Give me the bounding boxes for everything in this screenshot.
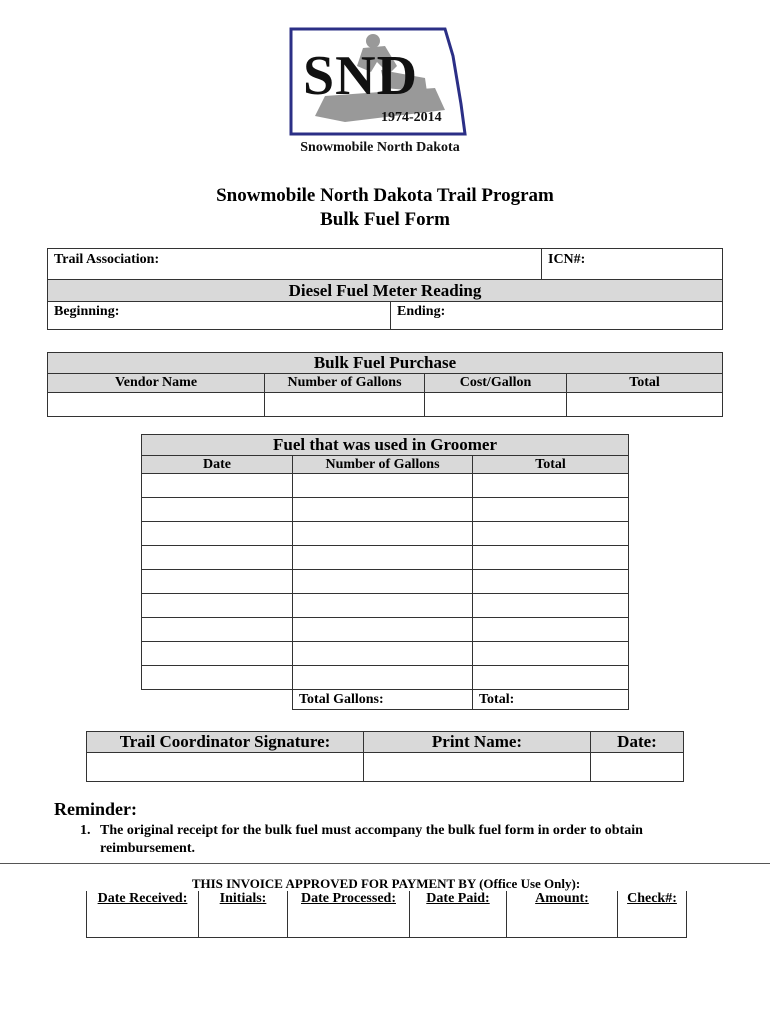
- date-cell[interactable]: [142, 498, 293, 522]
- table-row: [142, 570, 629, 594]
- total-cell[interactable]: [473, 474, 629, 498]
- date-cell[interactable]: [142, 618, 293, 642]
- groomer-heading: Fuel that was used in Groomer: [142, 435, 629, 456]
- print-name-label: Print Name:: [364, 732, 591, 753]
- logo: [285, 26, 475, 161]
- table-row: [142, 474, 629, 498]
- date-cell[interactable]: [142, 666, 293, 690]
- purchase-col-cost: Cost/Gallon: [425, 374, 567, 393]
- table-row: [142, 666, 629, 690]
- total-cell[interactable]: [473, 666, 629, 690]
- office-heading: THIS INVOICE APPROVED FOR PAYMENT BY (Office Use Only):: [191, 876, 581, 891]
- gallons-cell[interactable]: [293, 594, 473, 618]
- purchase-col-total: Total: [567, 374, 723, 393]
- date-cell[interactable]: [142, 570, 293, 594]
- coordinator-signature-field[interactable]: [87, 753, 364, 782]
- purchase-heading: Bulk Fuel Purchase: [48, 353, 723, 374]
- initials-label: Initials:: [219, 891, 267, 906]
- gallons-cell[interactable]: [293, 642, 473, 666]
- purchase-table: [47, 352, 723, 417]
- table-row: [142, 546, 629, 570]
- table-row: [142, 522, 629, 546]
- gallons-cell[interactable]: [293, 498, 473, 522]
- total-cell[interactable]: [473, 522, 629, 546]
- amount-field[interactable]: [507, 891, 618, 937]
- check-number-label: Check#:: [627, 891, 677, 906]
- trail-association-label: Trail Association:: [54, 252, 160, 267]
- groomer-total-field[interactable]: [473, 690, 629, 710]
- groomer-total-label: Total:: [479, 691, 515, 707]
- date-cell[interactable]: [142, 594, 293, 618]
- coordinator-signature-label: Trail Coordinator Signature:: [87, 732, 364, 753]
- signature-date-field[interactable]: [591, 753, 684, 782]
- reminder-heading: Reminder:: [54, 799, 137, 819]
- date-cell[interactable]: [142, 546, 293, 570]
- total-cell[interactable]: [473, 642, 629, 666]
- date-label: Date:: [591, 732, 684, 753]
- total-cell[interactable]: [473, 618, 629, 642]
- total-cell[interactable]: [473, 570, 629, 594]
- date-received-field[interactable]: [87, 891, 199, 937]
- purchase-vendor-cell[interactable]: [48, 393, 265, 417]
- divider: [0, 863, 770, 864]
- table-row: [142, 498, 629, 522]
- total-cell[interactable]: [473, 594, 629, 618]
- date-paid-label: Date Paid:: [426, 891, 490, 906]
- icn-label: ICN#:: [548, 252, 586, 267]
- purchase-gallons-cell[interactable]: [265, 393, 425, 417]
- table-row: [142, 594, 629, 618]
- total-cell[interactable]: [473, 546, 629, 570]
- amount-label: Amount:: [535, 891, 589, 906]
- office-table: [86, 891, 687, 938]
- date-processed-label: Date Processed:: [301, 891, 396, 906]
- association-table: [47, 248, 723, 330]
- groomer-table: [141, 434, 629, 710]
- icn-field[interactable]: [542, 249, 723, 280]
- beginning-label: Beginning:: [54, 304, 120, 319]
- purchase-total-cell[interactable]: [567, 393, 723, 417]
- total-gallons-field[interactable]: [293, 690, 473, 710]
- table-row: [142, 618, 629, 642]
- reminder-number: 1.: [80, 823, 91, 838]
- gallons-cell[interactable]: [293, 474, 473, 498]
- trail-association-field[interactable]: [48, 249, 542, 280]
- print-name-field[interactable]: [364, 753, 591, 782]
- groomer-col-gallons: Number of Gallons: [293, 456, 473, 474]
- ending-field[interactable]: [391, 302, 723, 330]
- gallons-cell[interactable]: [293, 522, 473, 546]
- gallons-cell[interactable]: [293, 618, 473, 642]
- reminder-text-line2: reimbursement.: [100, 841, 195, 856]
- logo-letters: SND: [303, 45, 419, 107]
- date-cell[interactable]: [142, 642, 293, 666]
- date-processed-field[interactable]: [288, 891, 410, 937]
- gallons-cell[interactable]: [293, 570, 473, 594]
- groomer-col-date: Date: [142, 456, 293, 474]
- purchase-cost-cell[interactable]: [425, 393, 567, 417]
- table-row: [142, 642, 629, 666]
- check-number-field[interactable]: [618, 891, 687, 937]
- gallons-cell[interactable]: [293, 666, 473, 690]
- date-received-label: Date Received:: [97, 891, 188, 906]
- purchase-col-vendor: Vendor Name: [48, 374, 265, 393]
- date-cell[interactable]: [142, 474, 293, 498]
- meter-heading: Diesel Fuel Meter Reading: [48, 280, 723, 302]
- signature-table: [86, 731, 684, 782]
- date-paid-field[interactable]: [410, 891, 507, 937]
- ending-label: Ending:: [397, 304, 446, 319]
- total-cell[interactable]: [473, 498, 629, 522]
- beginning-field[interactable]: [48, 302, 391, 330]
- initials-field[interactable]: [199, 891, 288, 937]
- logo-years: 1974-2014: [381, 110, 442, 125]
- total-gallons-label: Total Gallons:: [299, 691, 384, 707]
- gallons-cell[interactable]: [293, 546, 473, 570]
- page-title: Snowmobile North Dakota Trail Program: [216, 185, 554, 206]
- page-subtitle: Bulk Fuel Form: [320, 209, 450, 230]
- purchase-col-gallons: Number of Gallons: [265, 374, 425, 393]
- date-cell[interactable]: [142, 522, 293, 546]
- groomer-col-total: Total: [473, 456, 629, 474]
- reminder-text-line1: The original receipt for the bulk fuel must accompany the bulk fuel form in order to obtain: [100, 823, 643, 838]
- logo-caption: Snowmobile North Dakota: [300, 140, 460, 155]
- spacer-cell: [142, 690, 293, 710]
